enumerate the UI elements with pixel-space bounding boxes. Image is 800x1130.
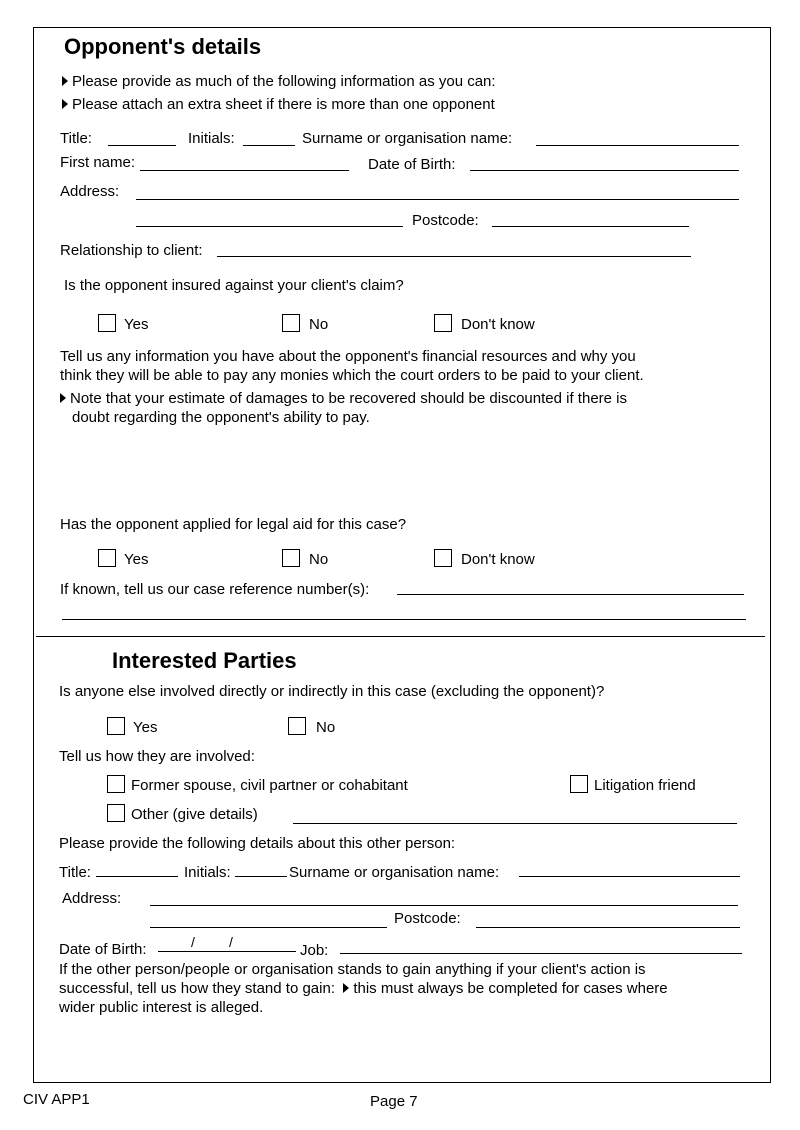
bullet-arrow-icon xyxy=(62,76,68,86)
interested-yes-checkbox[interactable] xyxy=(107,717,125,735)
insured-no-checkbox[interactable] xyxy=(282,314,300,332)
page-number: Page 7 xyxy=(370,1093,418,1110)
opp-initials-label: Initials: xyxy=(188,130,235,147)
other-label: Other (give details) xyxy=(131,806,258,823)
legal-aid-yes-checkbox[interactable] xyxy=(98,549,116,567)
legal-aid-no-label: No xyxy=(309,551,329,568)
opp-surname-label: Surname or organisation name: xyxy=(302,130,513,147)
insured-question: Is the opponent insured against your client's claim? xyxy=(64,277,404,294)
bullet-arrow-icon xyxy=(60,393,66,403)
interested-yes-label: Yes xyxy=(133,719,158,736)
interested-no-label: No xyxy=(316,719,336,736)
ip-job-label: Job: xyxy=(300,942,329,959)
other-details-field[interactable] xyxy=(293,823,737,824)
opp-firstname-label: First name: xyxy=(60,154,136,171)
spouse-label: Former spouse, civil partner or cohabitant xyxy=(131,777,408,794)
dob-separator-2: / xyxy=(229,934,233,950)
insured-dontknow-label: Don't know xyxy=(461,316,535,333)
case-ref-field-1[interactable] xyxy=(397,594,744,595)
financial-text: Tell us any information you have about the opponent's financial resources and why you think they will be able to pay any monies which the court orders to be paid to your client. xyxy=(60,348,644,384)
opponent-bullet-1: Please provide as much of the following information as you can: xyxy=(62,73,496,91)
financial-note: Note that your estimate of damages to be recovered should be discounted if there is doubt regarding the opponent's ability to pay. xyxy=(60,389,627,427)
spouse-checkbox[interactable] xyxy=(107,775,125,793)
provide-details-label: Please provide the following details about this other person: xyxy=(59,835,456,852)
gain-response-area[interactable] xyxy=(59,1020,739,1075)
ip-surname-field[interactable] xyxy=(519,876,740,877)
insured-yes-label: Yes xyxy=(124,316,149,333)
ip-title-label: Title: xyxy=(59,864,91,881)
ip-postcode-field[interactable] xyxy=(476,927,740,928)
opp-postcode-label: Postcode: xyxy=(412,212,479,229)
insured-dontknow-checkbox[interactable] xyxy=(434,314,452,332)
legal-aid-dontknow-checkbox[interactable] xyxy=(434,549,452,567)
opp-dob-label: Date of Birth: xyxy=(368,156,456,173)
ip-postcode-label: Postcode: xyxy=(394,910,461,927)
litigation-friend-label: Litigation friend xyxy=(594,777,696,794)
interested-question: Is anyone else involved directly or indirectly in this case (excluding the opponent)? xyxy=(59,683,605,700)
legal-aid-dontknow-label: Don't know xyxy=(461,551,535,568)
opponent-bullet-2: Please attach an extra sheet if there is more than one opponent xyxy=(62,96,495,114)
section-divider xyxy=(36,636,765,637)
opp-title-label: Title: xyxy=(60,130,92,147)
dob-separator-1: / xyxy=(191,934,195,950)
ip-initials-label: Initials: xyxy=(184,864,231,881)
bullet-arrow-icon xyxy=(62,99,68,109)
ip-job-field[interactable] xyxy=(340,953,742,954)
ip-surname-label: Surname or organisation name: xyxy=(289,864,500,881)
insured-no-label: No xyxy=(309,316,329,333)
ip-dob-field[interactable] xyxy=(158,951,296,952)
opp-address-field-1[interactable] xyxy=(136,199,739,200)
how-involved-label: Tell us how they are involved: xyxy=(59,748,255,765)
interested-heading: Interested Parties xyxy=(112,648,297,673)
opp-address-label: Address: xyxy=(60,183,120,200)
opp-postcode-field[interactable] xyxy=(492,226,689,227)
case-ref-field-2[interactable] xyxy=(62,619,746,620)
insured-yes-checkbox[interactable] xyxy=(98,314,116,332)
opp-firstname-field[interactable] xyxy=(140,170,349,171)
opp-dob-field[interactable] xyxy=(470,170,739,171)
legal-aid-yes-label: Yes xyxy=(124,551,149,568)
financial-response-area[interactable] xyxy=(60,432,740,512)
ip-initials-field[interactable] xyxy=(235,876,287,877)
litigation-friend-checkbox[interactable] xyxy=(570,775,588,793)
opp-address-field-2[interactable] xyxy=(136,226,403,227)
ip-title-field[interactable] xyxy=(96,876,178,877)
legal-aid-no-checkbox[interactable] xyxy=(282,549,300,567)
case-ref-label: If known, tell us our case reference number(s): xyxy=(60,581,370,598)
opp-initials-field[interactable] xyxy=(243,145,295,146)
opp-title-field[interactable] xyxy=(108,145,176,146)
legal-aid-question: Has the opponent applied for legal aid for this case? xyxy=(60,516,407,533)
ip-address-field-1[interactable] xyxy=(150,905,738,906)
other-checkbox[interactable] xyxy=(107,804,125,822)
ip-address-field-2[interactable] xyxy=(150,927,387,928)
ip-address-label: Address: xyxy=(62,890,122,907)
opp-relationship-field[interactable] xyxy=(217,256,691,257)
form-code: CIV APP1 xyxy=(23,1091,90,1108)
bullet-arrow-icon xyxy=(343,983,349,993)
opponent-heading: Opponent's details xyxy=(64,34,262,59)
opp-relationship-label: Relationship to client: xyxy=(60,242,203,259)
interested-no-checkbox[interactable] xyxy=(288,717,306,735)
gain-text: If the other person/people or organisation stands to gain anything if your client's action is successful, tell us how they stand to gain: this must always be completed for cases where wider public interest is alleged. xyxy=(59,961,668,1016)
opp-surname-field[interactable] xyxy=(536,145,739,146)
ip-dob-label: Date of Birth: xyxy=(59,941,147,958)
